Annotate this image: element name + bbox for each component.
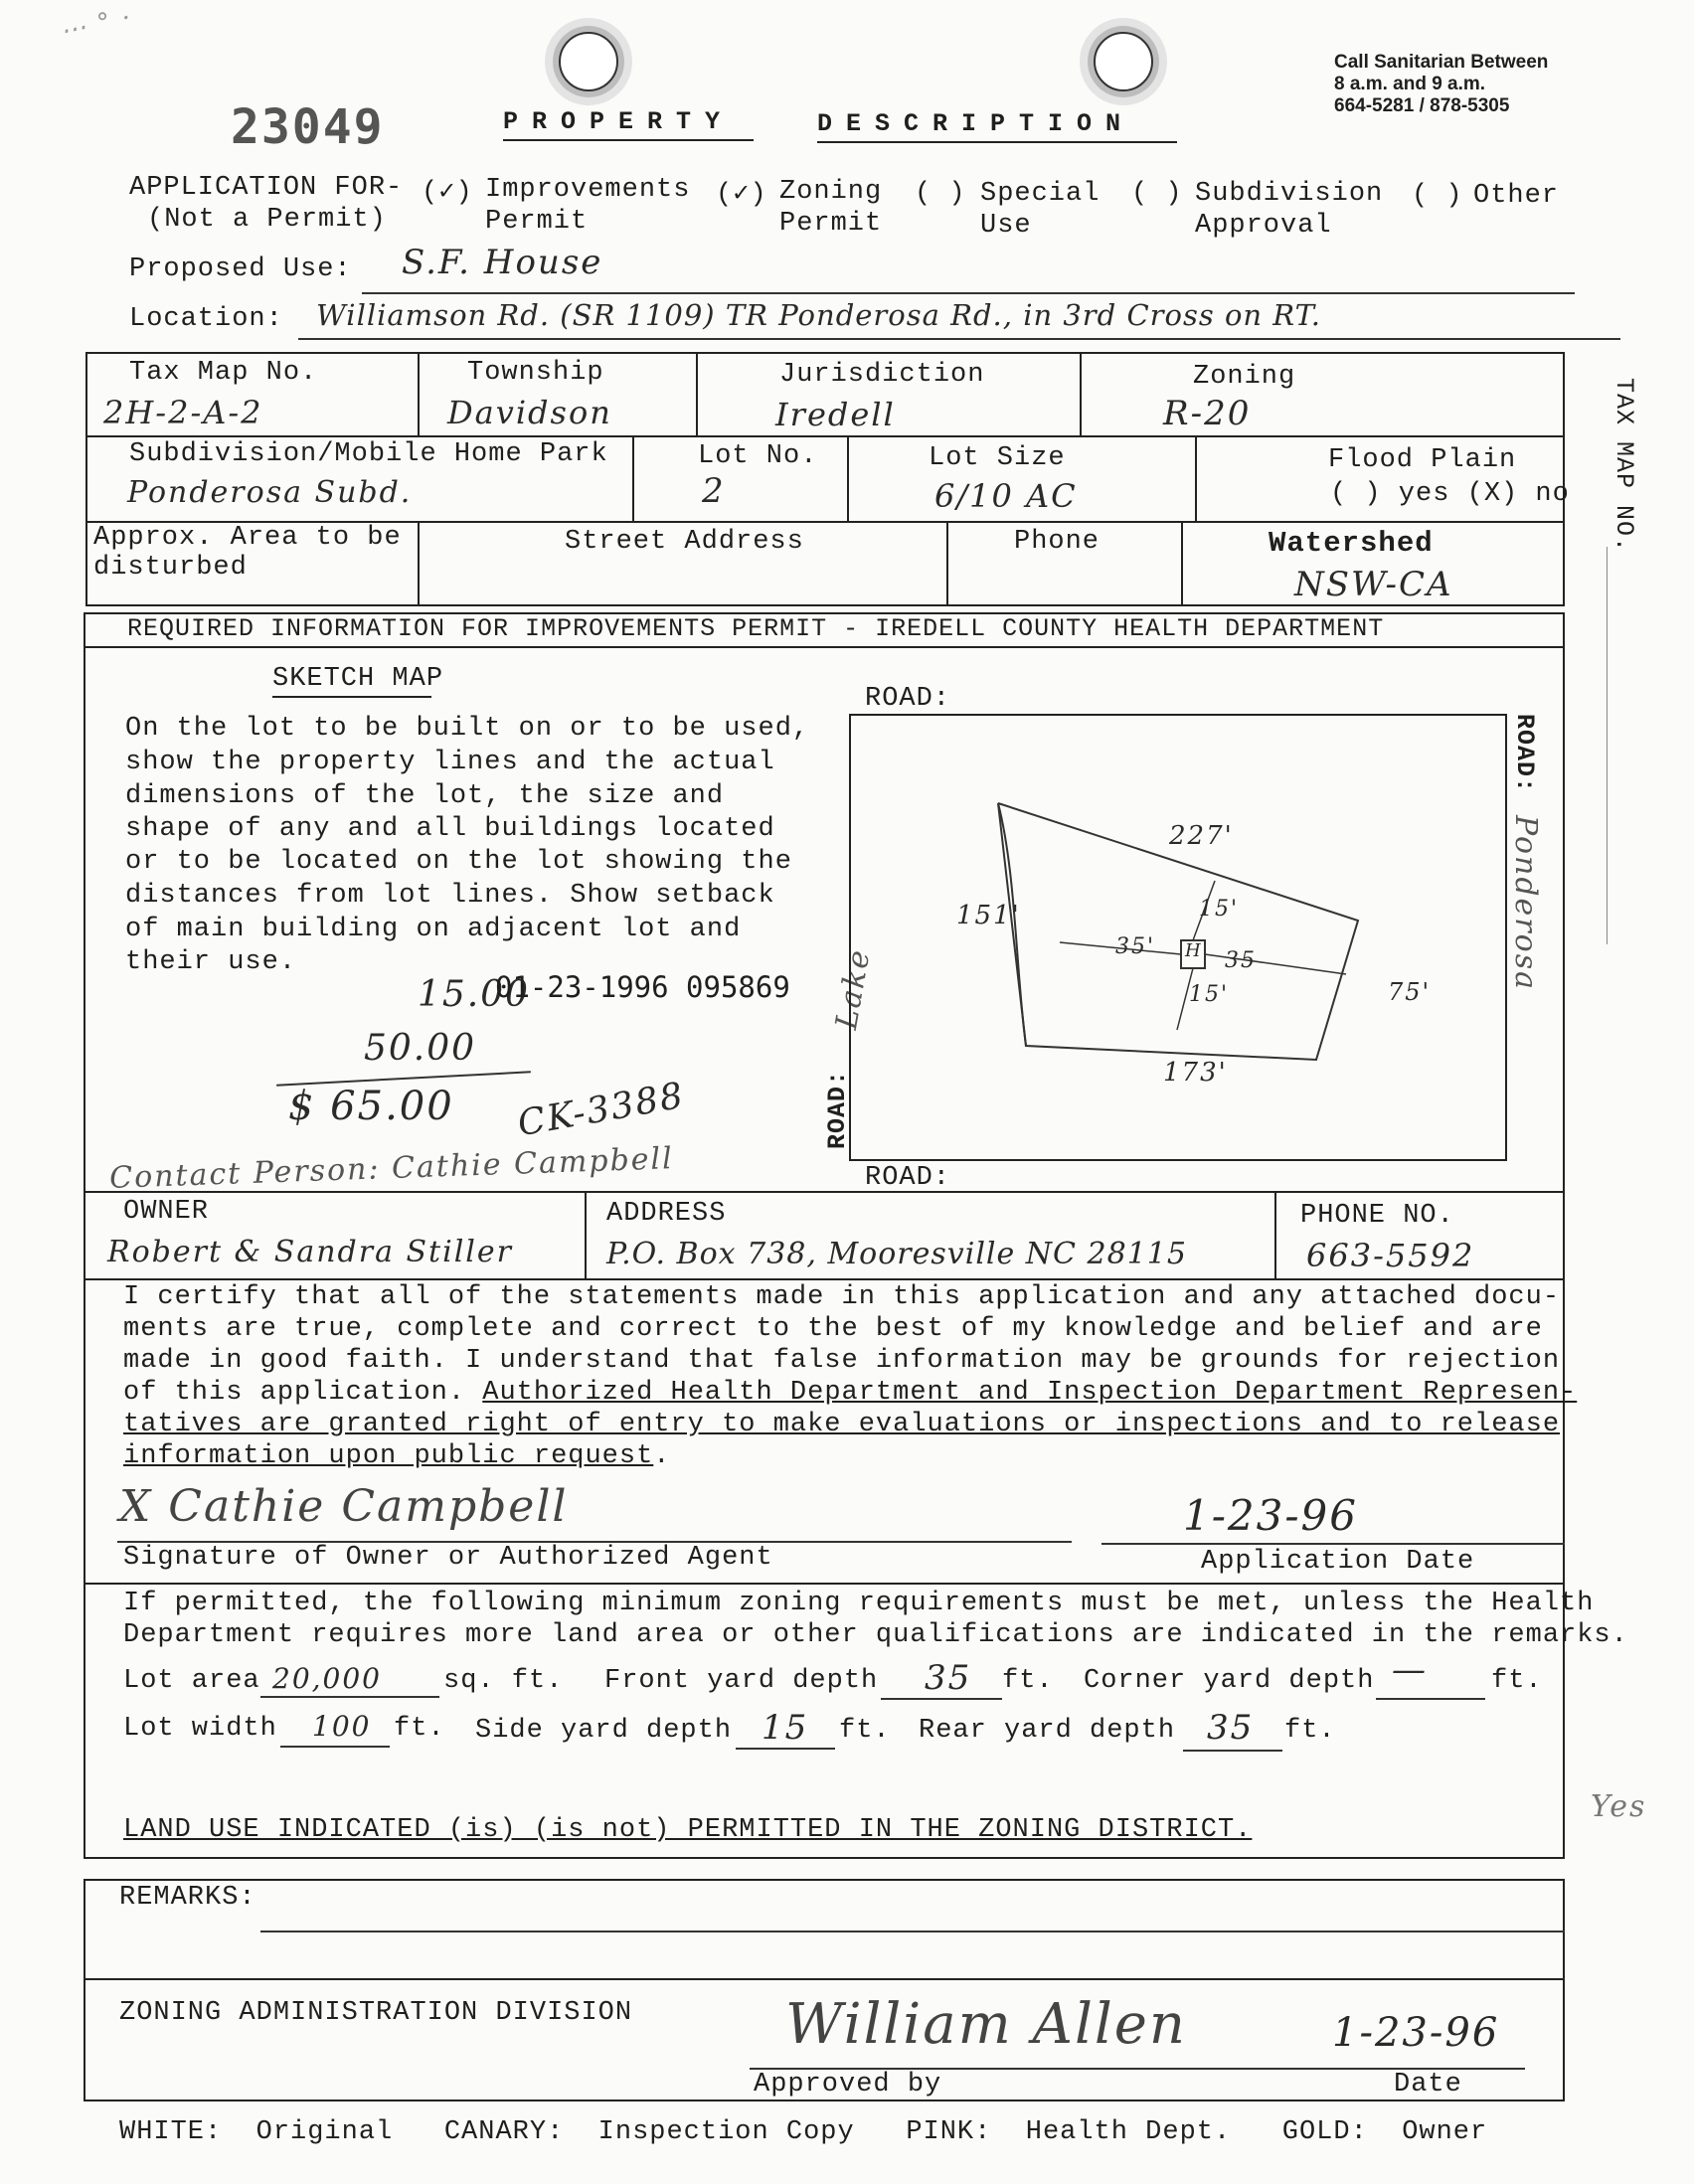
not-a-permit-label: (Not a Permit): [147, 205, 387, 235]
cert-line-6: [123, 1441, 671, 1471]
col-div-2a: [632, 435, 634, 521]
cert-line-5: tatives are granted right of entry to make evaluations or inspections and to release: [123, 1410, 1561, 1439]
approval-date-value[interactable]: 1-23-96: [1332, 2010, 1500, 2056]
sketch-instructions-6: distances from lot lines. Show setback: [125, 881, 775, 911]
option-improvements-label: Improvements: [485, 175, 691, 205]
watershed-value[interactable]: NSW-CA: [1294, 565, 1453, 604]
fee-amount-2: 50.00: [364, 1028, 477, 1069]
jurisdiction-value[interactable]: Iredell: [775, 396, 896, 433]
cert-line-4-plain: of this application.: [123, 1378, 483, 1408]
corner-yard-unit: ft.: [1491, 1666, 1543, 1696]
street-address-label: Street Address: [565, 527, 804, 557]
punch-marks: ⋯ ° ·: [57, 2, 136, 48]
lot-size-value[interactable]: 6/10 AC: [934, 477, 1078, 515]
option-subdivision-label2: Approval: [1195, 211, 1332, 241]
proposed-use-value[interactable]: S.F. House: [402, 243, 603, 282]
house-label: H: [1185, 940, 1201, 961]
lot-no-label: Lot No.: [698, 441, 818, 471]
jurisdiction-label: Jurisdiction: [779, 360, 985, 390]
col-div-3a: [418, 521, 420, 606]
lot-width-line: [280, 1746, 390, 1748]
application-date-line: [1101, 1543, 1565, 1545]
owner-row-bottom: [84, 1278, 1565, 1280]
call-sanitarian-line2: 8 a.m. and 9 a.m.: [1334, 74, 1486, 94]
rear-yard-value[interactable]: 35: [1207, 1708, 1255, 1748]
front-yard-unit: ft.: [1002, 1666, 1054, 1696]
form-title-description: DESCRIPTION: [817, 109, 1135, 138]
option-zoning-mark[interactable]: (✓): [716, 180, 767, 210]
lot-area-line: [260, 1696, 439, 1698]
location-label: Location:: [129, 304, 283, 334]
approval-date-label: Date: [1394, 2070, 1462, 2100]
sketch-instructions-1: On the lot to be built on or to be used,: [125, 714, 810, 744]
application-date-value[interactable]: 1-23-96: [1183, 1491, 1358, 1540]
sketch-instructions-7: of main building on adjacent lot and: [125, 915, 742, 944]
improvements-header-rule: [84, 646, 1565, 648]
application-date-label: Application Date: [1201, 1547, 1475, 1577]
option-special-label: Special: [980, 179, 1101, 209]
owner-value[interactable]: Robert & Sandra Stiller: [107, 1235, 513, 1269]
remarks-divider: [84, 1978, 1565, 1980]
sketch-title-underline: [272, 696, 431, 698]
remarks-label: REMARKS:: [119, 1883, 256, 1913]
option-other-label: Other: [1473, 181, 1560, 211]
dim-left: 151': [956, 901, 1021, 930]
subdivision-label: Subdivision/Mobile Home Park: [129, 439, 608, 469]
proposed-use-label: Proposed Use:: [129, 254, 352, 284]
township-label: Township: [467, 358, 604, 388]
lot-area-label: Lot area: [123, 1666, 260, 1696]
sketch-instructions-5: or to be located on the lot showing the: [125, 847, 792, 877]
col-div-3b: [946, 521, 948, 606]
side-yard-value[interactable]: 15: [762, 1708, 809, 1748]
title-underline-2: [817, 141, 1177, 143]
address-label: ADDRESS: [606, 1199, 727, 1229]
col-div-2b: [847, 435, 849, 521]
sketch-instructions-4: shape of any and all buildings located: [125, 814, 775, 844]
col-div-2c: [1195, 435, 1197, 521]
road-label-left: ROAD:: [823, 1069, 852, 1149]
zoning-req-line-2: Department requires more land area or other qualifications are indicated in the remarks.: [123, 1620, 1628, 1650]
township-value[interactable]: Davidson: [447, 394, 612, 431]
receipt-stamp: 01-23-1996 095869: [495, 970, 790, 1004]
dim-back: 15': [1189, 982, 1230, 1007]
application-for-label: APPLICATION FOR-: [129, 173, 404, 203]
phone-no-label: PHONE NO.: [1300, 1201, 1454, 1231]
approver-signature[interactable]: William Allen: [785, 1992, 1187, 2057]
dim-side-left: 35': [1115, 934, 1156, 959]
improvements-header: REQUIRED INFORMATION FOR IMPROVEMENTS PERMIT - IREDELL COUNTY HEALTH DEPARTMENT: [127, 614, 1385, 643]
tax-map-label: Tax Map No.: [129, 358, 318, 388]
table-row-divider-1: [85, 435, 1565, 437]
zoning-division-label: ZONING ADMINISTRATION DIVISION: [119, 1998, 633, 2028]
zoning-req-top: [84, 1583, 1565, 1585]
owner-row-top: [84, 1191, 1565, 1193]
punch-hole-left: [559, 32, 618, 91]
zoning-req-line-1: If permitted, the following minimum zoning requirements must be met, unless the Health: [123, 1589, 1595, 1618]
area-disturbed-label: Approx. Area to be: [93, 523, 402, 553]
corner-yard-label: Corner yard depth: [1084, 1666, 1375, 1696]
side-yard-line: [736, 1748, 835, 1750]
call-sanitarian-phones: 664-5281 / 878-5305: [1334, 95, 1510, 116]
lot-width-unit: ft.: [394, 1714, 445, 1744]
cert-line-1: I certify that all of the statements made in this application and any attached docu-: [123, 1282, 1561, 1312]
col-div-3c: [1181, 521, 1183, 606]
option-special-label2: Use: [980, 211, 1032, 241]
road-label-top: ROAD:: [865, 684, 951, 714]
road-label-right: ROAD:: [1510, 714, 1539, 794]
punch-hole-right: [1094, 32, 1153, 91]
road-right-value[interactable]: Ponderosa: [1508, 815, 1543, 991]
lot-area-unit: sq. ft.: [443, 1666, 564, 1696]
lot-area-value[interactable]: 20,000: [272, 1662, 382, 1695]
copy-distribution-footer: WHITE: Original CANARY: Inspection Copy PINK: Health Dept. GOLD: Owner: [119, 2117, 1488, 2147]
owner-signature[interactable]: X Cathie Campbell: [119, 1481, 569, 1532]
dim-top: 227': [1169, 821, 1234, 851]
col-div-1a: [418, 352, 420, 435]
subdivision-value[interactable]: Ponderosa Subd.: [127, 475, 413, 510]
zoning-label: Zoning: [1193, 362, 1296, 392]
land-use-statement[interactable]: LAND USE INDICATED (is) (is not) PERMITTED IN THE ZONING DISTRICT.: [123, 1815, 1253, 1845]
area-disturbed-label2: disturbed: [93, 553, 248, 583]
option-special-mark[interactable]: ( ): [915, 179, 966, 209]
call-sanitarian-line1: Call Sanitarian Between: [1334, 52, 1549, 73]
approved-by-label: Approved by: [754, 2070, 942, 2100]
owner-label: OWNER: [123, 1197, 210, 1227]
side-yard-label: Side yard depth: [475, 1716, 733, 1746]
cert-line-2: ments are true, complete and correct to the best of my knowledge and belief and are: [123, 1314, 1543, 1344]
lot-width-label: Lot width: [123, 1714, 277, 1744]
fee-amount-1: 15.00: [418, 974, 531, 1015]
sketch-instructions-2: show the property lines and the actual: [125, 748, 775, 777]
check-number: CK-3388: [514, 1075, 688, 1145]
sketch-map-title: SKETCH MAP: [272, 664, 444, 694]
cert-line-4: [123, 1378, 1577, 1408]
option-subdivision-mark[interactable]: ( ): [1131, 179, 1183, 209]
lot-no-value[interactable]: 2: [702, 471, 726, 511]
col-div-1b: [696, 352, 698, 435]
corner-yard-line: [1376, 1698, 1485, 1700]
signature-label: Signature of Owner or Authorized Agent: [123, 1543, 773, 1573]
flood-plain-label: Flood Plain: [1328, 445, 1517, 475]
rear-yard-label: Rear yard depth: [919, 1716, 1176, 1746]
proposed-use-line: [362, 292, 1575, 294]
cert-line-3: made in good faith. I understand that false information may be grounds for rejection: [123, 1346, 1561, 1376]
sketch-instructions-8: their use.: [125, 947, 297, 977]
form-number: 23049: [231, 99, 385, 155]
tax-map-side-line: [1607, 547, 1608, 944]
lot-width-value[interactable]: 100: [312, 1710, 372, 1743]
owner-col-div-2: [1274, 1191, 1276, 1278]
fee-total: $ 65.00: [288, 1084, 454, 1129]
location-value[interactable]: Williamson Rd. (SR 1109) TR Ponderosa Rd., in 3rd Cross on RT.: [316, 298, 1321, 332]
rear-yard-unit: ft.: [1284, 1716, 1336, 1746]
dim-bottom: 173': [1163, 1058, 1228, 1088]
tax-map-side-label: TAX MAP NO.: [1609, 378, 1638, 554]
corner-yard-value[interactable]: —: [1392, 1650, 1428, 1690]
road-left-value[interactable]: Lake: [829, 945, 878, 1033]
watershed-label: Watershed: [1269, 527, 1434, 560]
dim-side-right: 35: [1225, 948, 1257, 973]
dim-front: 15': [1199, 897, 1240, 922]
front-yard-value[interactable]: 35: [925, 1658, 972, 1698]
lot-size-label: Lot Size: [929, 443, 1066, 473]
side-yard-unit: ft.: [839, 1716, 891, 1746]
sketch-instructions-3: dimensions of the lot, the size and: [125, 781, 725, 811]
front-yard-line: [881, 1698, 1002, 1700]
cert-line-6-end: .: [653, 1441, 671, 1471]
land-use-margin-note: Yes: [1591, 1789, 1647, 1824]
front-yard-label: Front yard depth: [604, 1666, 879, 1696]
option-zoning-label2: Permit: [779, 209, 883, 239]
dim-right: 75': [1388, 978, 1432, 1006]
remarks-line-1: [260, 1931, 1565, 1932]
road-label-bottom: ROAD:: [865, 1163, 951, 1193]
form-title-property: PROPERTY: [503, 107, 735, 136]
flood-plain-options[interactable]: ( ) yes (X) no: [1330, 479, 1570, 509]
option-other-mark[interactable]: ( ): [1412, 181, 1463, 211]
cert-line-6-underlined: information upon public request: [123, 1441, 654, 1471]
rear-yard-line: [1183, 1750, 1282, 1752]
tax-map-value[interactable]: 2H-2-A-2: [103, 394, 263, 431]
zoning-value[interactable]: R-20: [1163, 394, 1252, 433]
col-div-1c: [1080, 352, 1082, 435]
phone-no-value[interactable]: 663-5592: [1306, 1237, 1475, 1274]
option-improvements-label2: Permit: [485, 207, 589, 237]
option-improvements-mark[interactable]: (✓): [422, 178, 473, 208]
address-value[interactable]: P.O. Box 738, Mooresville NC 28115: [606, 1237, 1187, 1271]
option-zoning-label: Zoning: [779, 177, 883, 207]
phone-label: Phone: [1014, 527, 1101, 557]
contact-person: Contact Person: Cathie Campbell: [108, 1141, 675, 1196]
option-subdivision-label: Subdivision: [1195, 179, 1384, 209]
lot-sketch: [849, 714, 1507, 1161]
owner-col-div-1: [585, 1191, 587, 1278]
title-underline-1: [503, 139, 754, 141]
cert-line-4-underlined: Authorized Health Department and Inspection Department Represen-: [482, 1378, 1578, 1408]
location-line: [298, 338, 1620, 340]
